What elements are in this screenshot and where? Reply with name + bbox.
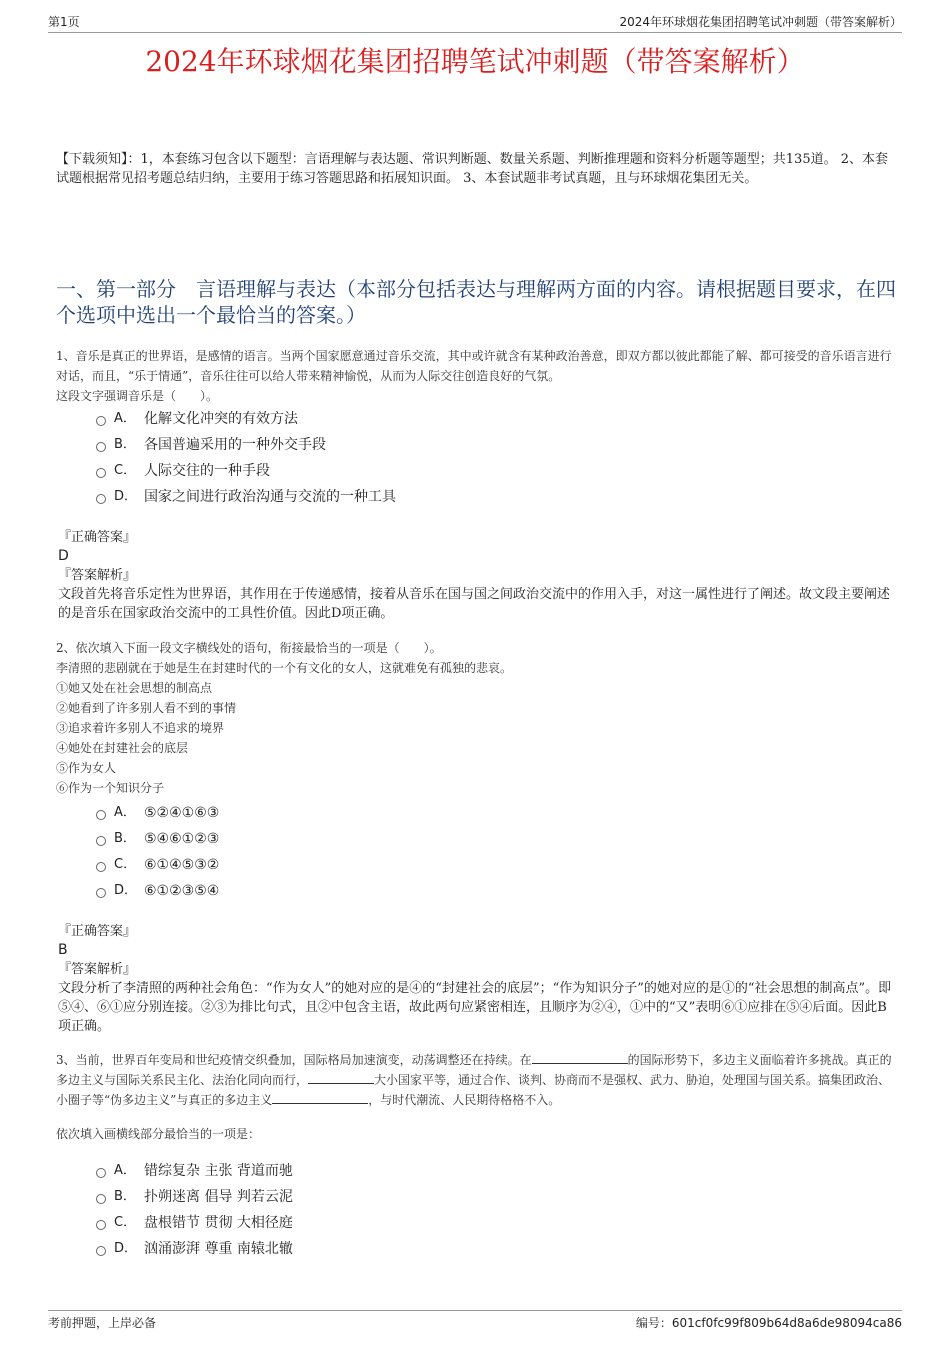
radio-icon[interactable]	[96, 862, 106, 872]
question-2-line: ④她处在封建社会的底层	[56, 741, 189, 755]
radio-icon[interactable]	[96, 836, 106, 846]
question-1-answer: D	[58, 548, 69, 564]
download-notice: 【下载须知】：1，本套练习包含以下题型：言语理解与表达题、常识判断题、数量关系题、判断推理题和资料分析题等题型；共135道。 2、本套试题根据常见招考题总结归纳，主要用于练习答题思路和拓展知识面。 3、本套试题非考试真题，且与环球烟花集团无关。	[56, 152, 888, 186]
radio-icon[interactable]	[96, 416, 106, 426]
question-2-option-b[interactable]: B． ⑤④⑥①②③	[96, 826, 219, 852]
page-number: 第1页	[48, 15, 80, 29]
question-2-option-c[interactable]: C． ⑥①④⑤③②	[96, 852, 219, 878]
fill-blank-3[interactable]	[272, 1090, 368, 1104]
question-3-option-d[interactable]: D． 汹涌澎湃 尊重 南辕北辙	[96, 1236, 293, 1262]
question-3-stem: 3、当前，世界百年变局和世纪疫情交织叠加，国际格局加速演变，动荡调整还在持续。在 的国际形势下，多边主义面临着许多挑战。真正的多边主义与国际关系民主化、法治化同向而行， 大小国家平等，通过合作、谈判、协商而不是强权、武力、胁迫，处理国与国关系。搞集团政治、小圈子等“伪多边主义”与真正的多边主义 ，与时代潮流、人民期待格格不入。	[56, 1050, 896, 1110]
question-1-analysis: 文段首先将音乐定性为世界语，其作用在于传递感情，接着从音乐在国与国之间政治交流中的作用入手，对这一属性进行了阐述。故文段主要阐述的是音乐在国家政治交流中的工具性价值。因此D项正确。	[58, 587, 891, 621]
question-3	[56, 1050, 896, 1144]
question-1-prompt: 这段文字强调音乐是（ ）。	[56, 389, 219, 403]
page-footer	[48, 1310, 902, 1331]
question-1-options	[96, 406, 396, 510]
question-2-option-a[interactable]: A． ⑤②④①⑥③	[96, 800, 219, 826]
answer-label: 『正确答案』	[58, 530, 137, 545]
question-1-option-a[interactable]: A． 化解文化冲突的有效方法	[96, 406, 396, 432]
page-title: 2024年环球烟花集团招聘笔试冲刺题（带答案解析）	[145, 45, 805, 78]
radio-icon[interactable]	[96, 442, 106, 452]
question-2-line: ②她看到了许多别人看不到的事情	[56, 701, 237, 715]
radio-icon[interactable]	[96, 1194, 106, 1204]
question-2-line: ③追求着许多别人不追求的境界	[56, 721, 225, 735]
header-doc-title: 2024年环球烟花集团招聘笔试冲刺题（带答案解析）	[619, 15, 902, 29]
question-3-prompt: 依次填入画横线部分最恰当的一项是：	[56, 1127, 261, 1141]
question-2-analysis: 文段分析了李清照的两种社会角色：“作为女人”的她对应的是④的“封建社会的底层”；“作为知识分子”的她对应的是①的“社会思想的制高点”。即⑤④、⑥①应分别连接。②③为排比句式，且②中包含主语，故此两句应紧密相连，且顺序为②④，①中的“又”表明⑥①应排在⑤④后面。因此B项正确。	[58, 981, 892, 1034]
question-3-option-a[interactable]: A． 错综复杂 主张 背道而驰	[96, 1158, 293, 1184]
question-2-line: ①她又处在社会思想的制高点	[56, 681, 213, 695]
question-2-options	[96, 800, 219, 904]
question-3-option-b[interactable]: B． 扑朔迷离 倡导 判若云泥	[96, 1184, 293, 1210]
question-2-stem: 2、依次填入下面一段文字横线处的语句，衔接最恰当的一项是（ ）。	[56, 641, 442, 655]
section-heading: 一、第一部分 言语理解与表达（本部分包括表达与理解两方面的内容。请根据题目要求，在四个选项中选出一个最恰当的答案。）	[56, 277, 896, 327]
radio-icon[interactable]	[96, 1220, 106, 1230]
radio-icon[interactable]	[96, 468, 106, 478]
radio-icon[interactable]	[96, 810, 106, 820]
question-3-options	[96, 1158, 293, 1262]
question-1	[56, 346, 896, 406]
radio-icon[interactable]	[96, 1168, 106, 1178]
question-1-option-c[interactable]: C． 人际交往的一种手段	[96, 458, 396, 484]
fill-blank-2[interactable]	[308, 1070, 374, 1084]
question-2-option-d[interactable]: D． ⑥①②③⑤④	[96, 878, 219, 904]
analysis-label: 『答案解析』	[58, 962, 137, 977]
radio-icon[interactable]	[96, 494, 106, 504]
question-2-answer-block	[58, 922, 894, 1036]
footer-code: 编号：601cf0fc99f809b64d8a6de98094ca86	[635, 1316, 902, 1330]
radio-icon[interactable]	[96, 888, 106, 898]
question-1-option-d[interactable]: D． 国家之间进行政治沟通与交流的一种工具	[96, 484, 396, 510]
question-1-option-b[interactable]: B． 各国普遍采用的一种外交手段	[96, 432, 396, 458]
question-2	[56, 638, 896, 798]
question-2-answer: B	[58, 942, 68, 958]
footer-slogan: 考前押题，上岸必备	[48, 1316, 157, 1330]
analysis-label: 『答案解析』	[58, 568, 137, 583]
question-1-stem: 1、音乐是真正的世界语，是感情的语言。当两个国家愿意通过音乐交流，其中或许就含有某种政治善意，即双方都以彼此都能了解、都可接受的音乐语言进行对话，而且，“乐于情通”，音乐往往可以给人带来精神愉悦，从而为人际交往创造良好的气氛。	[56, 349, 892, 383]
question-3-option-c[interactable]: C． 盘根错节 贯彻 大相径庭	[96, 1210, 293, 1236]
question-2-line: ⑤作为女人	[56, 761, 117, 775]
question-2-line: 李清照的悲剧就在于她是生在封建时代的一个有文化的女人，这就难免有孤独的悲哀。	[56, 661, 513, 675]
question-2-line: ⑥作为一个知识分子	[56, 781, 165, 795]
fill-blank-1[interactable]	[532, 1050, 628, 1064]
radio-icon[interactable]	[96, 1246, 106, 1256]
page-header	[48, 14, 902, 33]
answer-label: 『正确答案』	[58, 924, 137, 939]
question-1-answer-block	[58, 528, 894, 623]
